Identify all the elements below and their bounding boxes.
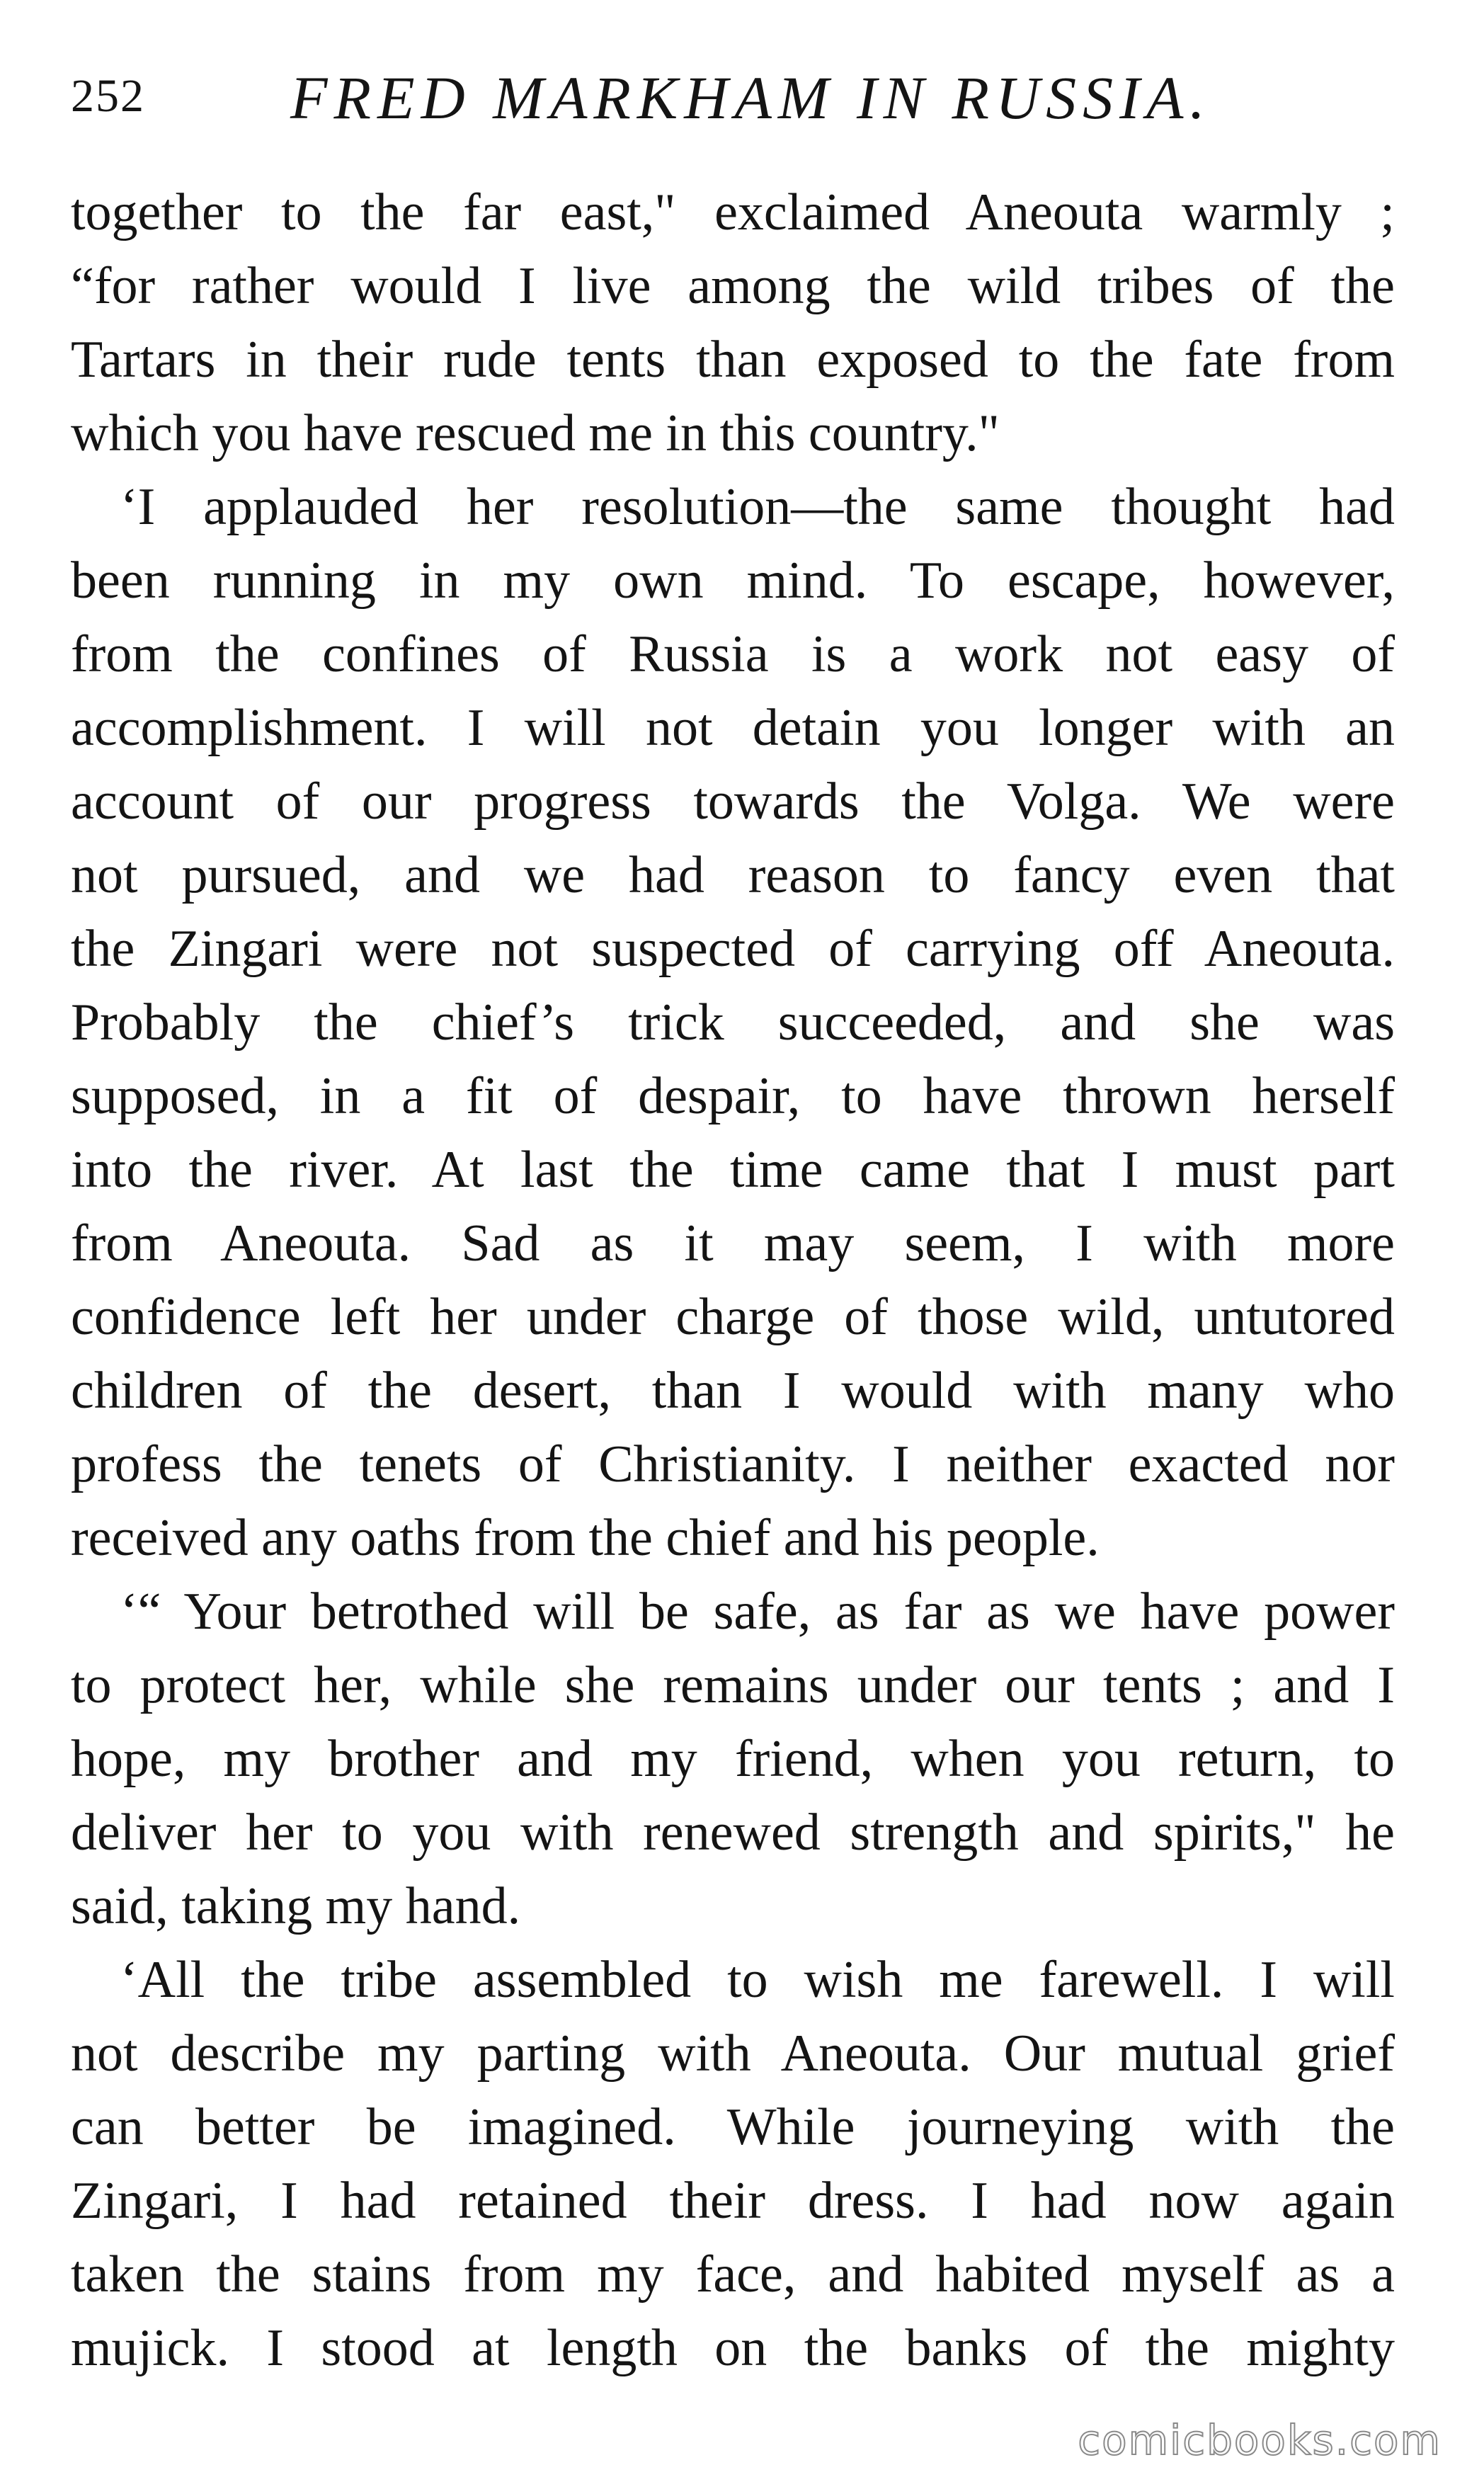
text-line: said, taking my hand. [71,1877,521,1935]
text-line: Tartars in their rude tents than exposed to the fate from [71,331,1395,389]
text-line: been running in my own mind. To escape, however, [71,552,1395,610]
text-line: taken the stains from my face, and habited myself as a [71,2245,1395,2304]
text-line: from the confines of Russia is a work not easy of [71,625,1395,683]
text-line: mujick. I stood at length on the banks of the mighty [71,2319,1395,2377]
text-line: Zingari, I had retained their dress. I had now again [71,2172,1395,2230]
page-header [71,62,1416,147]
text-line: which you have rescued me in this country." [71,404,1000,462]
text-line: into the river. At last the time came that I must part [71,1141,1395,1199]
text-line: together to the far east," exclaimed Aneouta warmly ; [71,183,1395,241]
text-line: ‘I applauded her resolution—the same thought had [120,478,1395,536]
text-line: not describe my parting with Aneouta. Our mutual grief [71,2025,1395,2083]
text-line: profess the tenets of Christianity. I neither exacted nor [71,1435,1395,1493]
text-line: hope, my brother and my friend, when you return, to [71,1730,1395,1788]
text-line: from Aneouta. Sad as it may seem, I with more [71,1214,1395,1272]
text-line: to protect her, while she remains under our tents ; and I [71,1656,1395,1714]
text-line: ‘“ Your betrothed will be safe, as far as we have power [120,1583,1395,1641]
watermark: comicbooks.com [1078,2416,1442,2464]
body-text [71,176,1395,2385]
text-line: accomplishment. I will not detain you longer with an [71,699,1395,757]
text-line: deliver her to you with renewed strength and spirits," he [71,1804,1395,1862]
text-line: children of the desert, than I would with many who [71,1362,1395,1420]
text-line: confidence left her under charge of those wild, untutored [71,1288,1395,1346]
text-line: supposed, in a fit of despair, to have thrown herself [71,1067,1395,1125]
text-line: “for rather would I live among the wild tribes of the [71,257,1395,315]
text-line: ‘All the tribe assembled to wish me farewell. I will [120,1951,1395,2009]
text-line: not pursued, and we had reason to fancy even that [71,846,1395,904]
page-number: 252 [71,70,145,122]
running-title: FRED MARKHAM IN RUSSIA. [290,64,1211,132]
text-line: Probably the chief’s trick succeeded, and she was [71,993,1395,1052]
text-line: the Zingari were not suspected of carrying off Aneouta. [71,920,1395,978]
text-line: can better be imagined. While journeying with the [71,2098,1395,2156]
text-line: received any oaths from the chief and his people. [71,1509,1100,1567]
text-line: account of our progress towards the Volga. We were [71,773,1395,831]
